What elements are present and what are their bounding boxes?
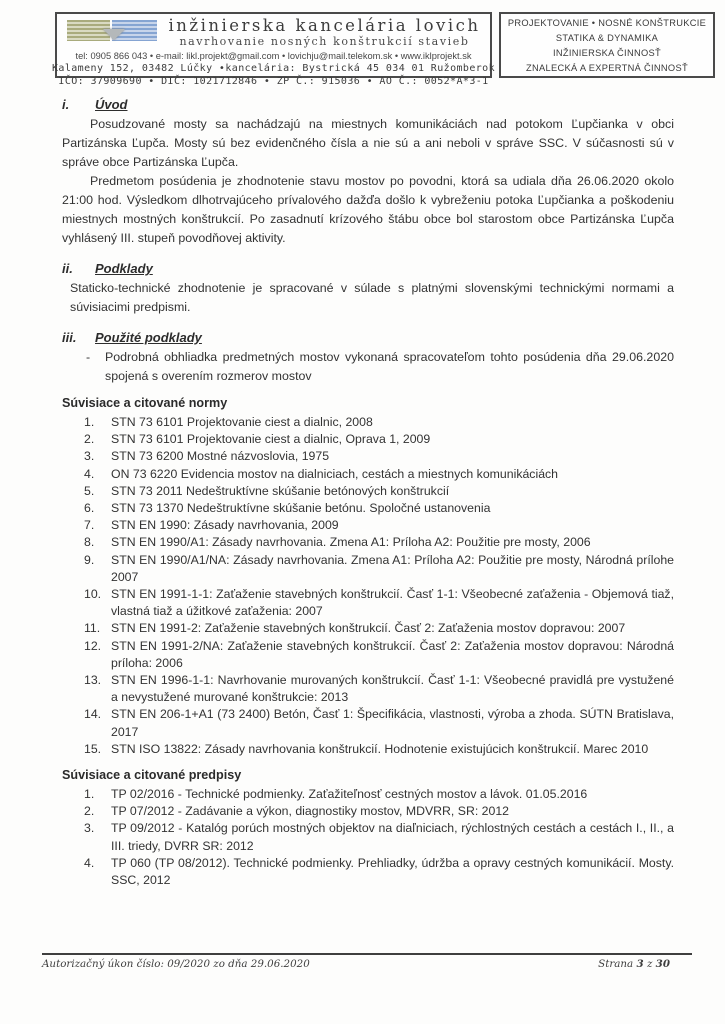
norms-list-item — [84, 517, 674, 534]
company-name: inžinierska kancelária lovich — [168, 16, 481, 35]
norms-list-item — [84, 431, 674, 448]
item-number: 9. — [84, 552, 95, 567]
pouzite-bullet-item — [62, 348, 674, 386]
item-number: 14. — [84, 707, 102, 722]
section-title: Podklady — [95, 261, 153, 276]
item-number: 3. — [84, 449, 95, 464]
section-heading-intro — [62, 97, 674, 112]
item-number: 2. — [84, 432, 95, 447]
norms-list-item — [84, 414, 674, 431]
section-number: ii. — [62, 261, 73, 276]
norms-list-item — [84, 638, 674, 672]
item-number: 5. — [84, 483, 95, 498]
item-text: STN EN 1990/A1/NA: Zásady navrhovania. Zmena A1: Príloha A2: Použitie pre mosty, Národná prílohe 2007 — [111, 552, 674, 584]
section-heading-podklady — [62, 261, 674, 276]
item-text: STN 73 6101 Projektovanie ciest a dialnic, Oprava 1, 2009 — [111, 432, 431, 447]
item-number: 12. — [84, 638, 102, 653]
contact-line-2: Kalameny 152, 03482 Lúčky •kancelária: Bystrická 45 034 01 Ružomberok — [52, 63, 496, 74]
item-text: TP 060 (TP 08/2012). Technické podmienky. Prehliadky, údržba a opravy cestných komunikácií. Mosty. SSC, 2012 — [111, 855, 674, 888]
service-line: PROJEKTOVANIE • NOSNÉ KONŠTRUKCIE — [507, 17, 707, 28]
norms-list-item — [84, 500, 674, 517]
logo-arrow-icon — [103, 29, 125, 40]
dash-marker: - — [86, 350, 91, 364]
norms-list-item — [84, 466, 674, 483]
section-number: i. — [62, 97, 70, 112]
item-number: 1. — [84, 415, 95, 429]
letterhead — [52, 12, 715, 87]
section-number: iii. — [62, 330, 77, 345]
norms-list-item — [84, 534, 674, 551]
item-number: 15. — [84, 741, 102, 756]
regulations-list — [62, 786, 674, 889]
regulations-heading: Súvisiace a citované predpisy — [62, 768, 242, 783]
item-text: STN ISO 13822: Zásady navrhovania konštrukcií. Hodnotenie existujúcich konštrukcií. Marec 2010 — [111, 741, 649, 756]
section-title: Použité podklady — [95, 330, 202, 345]
regulations-list-item — [84, 855, 674, 889]
norms-list — [62, 414, 674, 758]
item-number: 10. — [84, 587, 102, 602]
norms-list-item — [84, 483, 674, 500]
item-text: ON 73 6220 Evidencia mostov na dialniciach, cestách a miestnych komunikáciách — [111, 466, 559, 481]
item-text: STN 73 6200 Mostné názvoslovia, 1975 — [111, 449, 330, 464]
item-number: 6. — [84, 501, 95, 516]
intro-paragraph-1: Posudzované mosty sa nachádzajú na miestnych komunikáciách nad potokom Ľupčianka v obci Partizánska Ľupča. Mosty sú bez evidenčného čísla a nie sú a ani neboli v správe SSC. V súčasnosti sú v správe obce Partizánska Ľupča. — [62, 117, 674, 169]
norms-list-item — [84, 672, 674, 706]
company-logo-icon — [67, 20, 161, 44]
regulations-list-item — [84, 820, 674, 854]
company-subtitle: navrhovanie nosných konštrukcií stavieb — [179, 35, 470, 48]
item-text: STN EN 1996-1-1: Navrhovanie murovaných konštrukcií. Časť 1-1: Všeobecné pravidlá pre vystužené a nevystužené murované konštrukcie: 2013 — [111, 673, 674, 705]
item-text: STN EN 1990/A1: Zásady navrhovania. Zmena A1: Príloha A2: Použitie pre mosty, 2006 — [111, 535, 591, 550]
item-text: STN 73 6101 Projektovanie ciest a dialnic, 2008 — [111, 415, 373, 429]
item-text: STN EN 1990: Zásady navrhovania, 2009 — [111, 518, 339, 533]
item-text: STN 73 1370 Nedeštruktívne skúšanie betónu. Spoločné ustanovenia — [111, 501, 491, 516]
item-number: 7. — [84, 518, 95, 533]
company-box — [52, 12, 496, 87]
regulations-list-item — [84, 803, 674, 820]
bullet-text: Podrobná obhliadka predmetných mostov vykonaná spracovateľom tohto posúdenia dňa 29.06.2020 spojená s overením rozmerov mostov — [105, 350, 674, 383]
norms-list-item — [84, 448, 674, 465]
service-line: INŽINIERSKA ČINNOSŤ — [553, 47, 661, 58]
contact-line-1: tel: 0905 866 043 • e-mail: likl.projekt@gmail.com • lovichju@mail.telekom.sk • www.iklprojekt.sk — [75, 51, 472, 61]
intro-paragraph-2: Predmetom posúdenia je zhodnotenie stavu mostov po povodni, ktorá sa udiala dňa 26.06.2020 okolo 21:00 hod. Výsledkom dlhotrvajúceho prívalového dažďa došlo k vybreženiu potoka Ľupčianka a poškodeniu miestnych mostných konštrukcií. Po zasadnutí krízového štábu obce bol starostom obce Partizánska Ľupča vyhlásený III. stupeň povodňovej aktivity. — [62, 174, 674, 245]
authorization-note: Autorizačný úkon číslo: 09/2020 zo dňa 29.06.2020 — [42, 958, 310, 970]
item-text: TP 09/2012 - Katalóg porúch mostných objektov na diaľniciach, rýchlostných cestách a cestách I., II., a III. triedy, DVRR SR: 2012 — [111, 821, 674, 853]
norms-list-item — [84, 586, 674, 620]
item-text: STN EN 1991-2: Zaťaženie stavebných konštrukcií. Časť 2: Zaťaženia mostov dopravou: 2007 — [111, 621, 626, 636]
page-number: 3 — [636, 958, 644, 970]
page-indicator: Strana 3 z 30 — [598, 958, 670, 970]
norms-list-item — [84, 552, 674, 586]
item-number: 2. — [84, 804, 95, 819]
norms-heading: Súvisiace a citované normy — [62, 396, 228, 410]
norms-list-item — [84, 706, 674, 740]
item-number: 4. — [84, 466, 95, 481]
document-body — [62, 97, 674, 889]
contact-line-3: IČO: 37909690 • DIČ: 1021712846 • ZP Č.: 915036 • AO Č.: 0052*A*3-1 — [58, 76, 489, 87]
services-box — [499, 12, 715, 78]
item-text: STN EN 1991-2/NA: Zaťaženie stavebných konštrukcií. Časť 2: Zaťaženia mostov dopravou: Národná príloha: 2006 — [111, 638, 674, 670]
item-number: 4. — [84, 855, 95, 870]
item-text: STN EN 1991-1-1: Zaťaženie stavebných konštrukcií. Časť 1-1: Všeobecné zaťaženia - Objemová tiaž, vlastná tiaž a úžitkové zaťaženia: 2007 — [111, 587, 674, 619]
regulations-list-item — [84, 786, 674, 803]
section-heading-pouzite-podklady — [62, 330, 674, 345]
total-pages: 30 — [655, 958, 670, 970]
service-line: ZNALECKÁ A EXPERTNÁ ČINNOSŤ — [526, 62, 688, 73]
section-title: Úvod — [95, 97, 128, 112]
item-number: 8. — [84, 535, 95, 550]
norms-list-item — [84, 741, 674, 758]
item-number: 3. — [84, 821, 95, 836]
item-number: 1. — [84, 787, 95, 802]
page-footer — [42, 953, 692, 970]
item-text: STN EN 206-1+A1 (73 2400) Betón, Časť 1: Špecifikácia, vlastnosti, výroba a zhoda. SÚTN Bratislava, 2017 — [111, 707, 674, 739]
service-line: STATIKA & DYNAMIKA — [555, 32, 659, 43]
item-text: TP 02/2016 - Technické podmienky. Zaťažiteľnosť cestných mostov a lávok. 01.05.2016 — [111, 787, 588, 802]
item-number: 11. — [84, 621, 101, 636]
item-text: STN 73 2011 Nedeštruktívne skúšanie betónových konštrukcií — [111, 483, 450, 498]
norms-list-item — [84, 620, 674, 637]
item-text: TP 07/2012 - Zadávanie a výkon, diagnostiky mostov, MDVRR, SR: 2012 — [111, 804, 510, 819]
podklady-paragraph: Staticko-technické zhodnotenie je spracované v súlade s platnými slovenskými technickými normami a súvisiacimi predpismi. — [70, 281, 674, 314]
item-number: 13. — [84, 673, 102, 688]
